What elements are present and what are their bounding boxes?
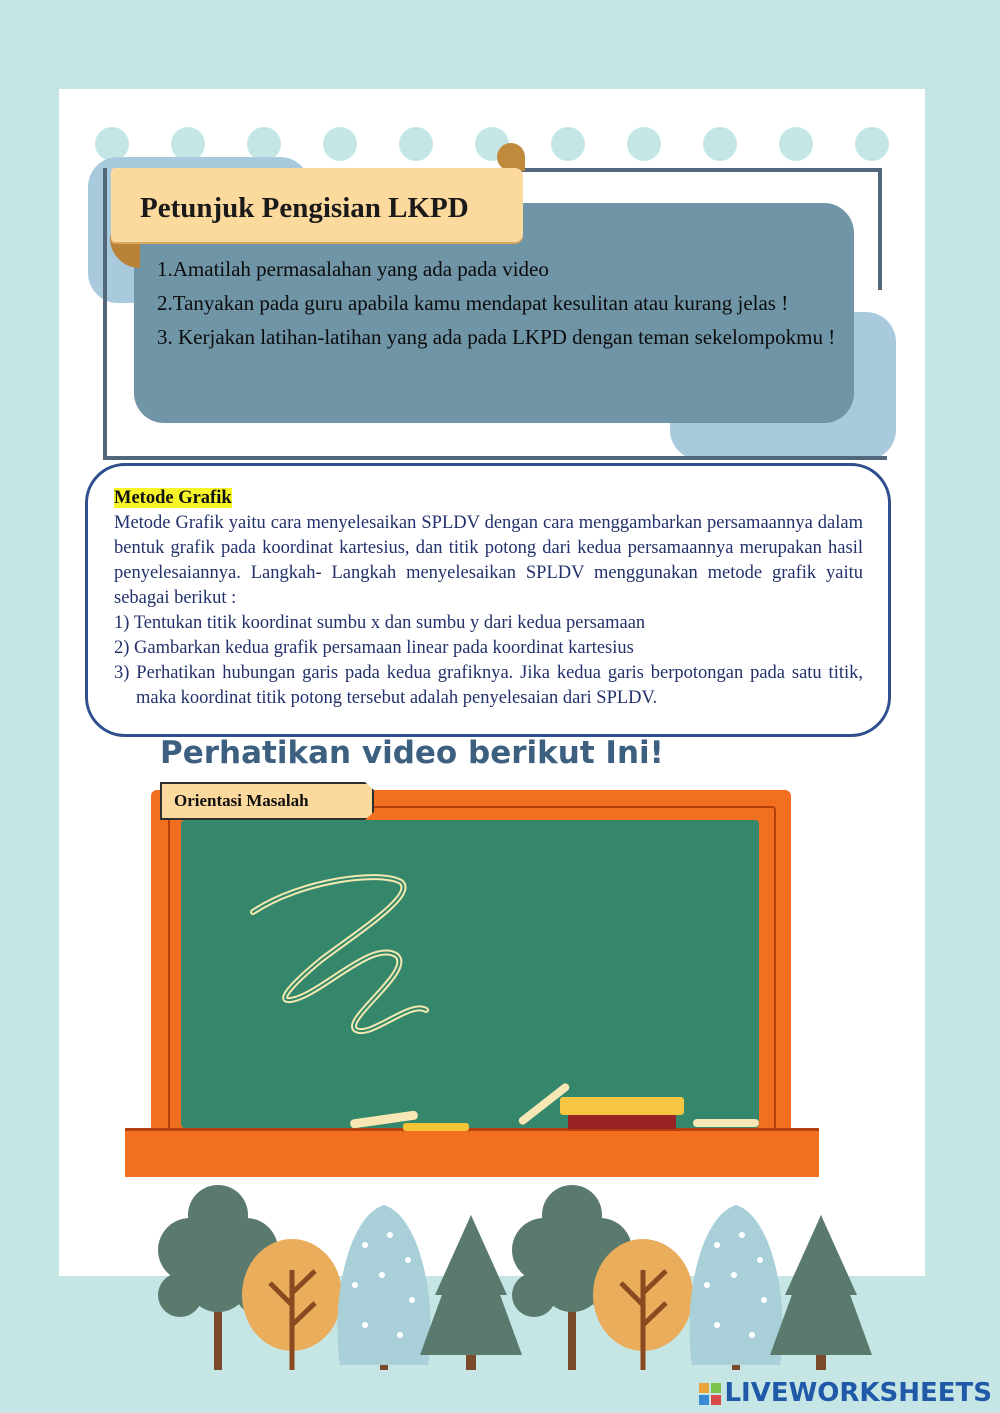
chalkboard-ledge [125, 1128, 819, 1177]
instruction-step: 1.Amatilah permasalahan yang ada pada video [157, 257, 549, 281]
tree-icon [242, 1239, 342, 1370]
video-heading: Perhatikan video berikut Ini! [160, 735, 664, 771]
chalk-icon [403, 1123, 469, 1131]
chalk-icon [693, 1119, 759, 1127]
orientation-tag-label: Orientasi Masalah [174, 791, 309, 810]
method-step: 1) Tentukan titik koordinat sumbu x dan sumbu y dari kedua persamaan [114, 613, 646, 633]
instruction-step: 2.Tanyakan pada guru apabila kamu mendapat kesulitan atau kurang jelas ! [157, 291, 789, 315]
tree-icon [689, 1205, 782, 1370]
dot-decoration [779, 127, 813, 161]
instruction-step: 3. Kerjakan latihan-latihan yang ada pada LKPD dengan teman sekelompokmu ! [157, 325, 836, 349]
liveworksheets-logo-icon [699, 1383, 721, 1405]
instructions-frame-right [878, 168, 882, 290]
dot-decoration [703, 127, 737, 161]
tree-icon [593, 1239, 693, 1370]
tree-icon [420, 1215, 522, 1370]
method-content [114, 486, 863, 711]
dot-decoration [627, 127, 661, 161]
chalk-scribble-icon [181, 820, 759, 1128]
eraser-base [568, 1115, 676, 1129]
liveworksheets-brand[interactable]: LIVEWORKSHEETS [724, 1378, 992, 1408]
dot-decoration [247, 127, 281, 161]
dot-decoration [323, 127, 357, 161]
dot-decoration [171, 127, 205, 161]
tree-icon [337, 1205, 430, 1370]
method-step: 2) Gambarkan kedua grafik persamaan linear pada koordinat kartesius [114, 638, 634, 658]
instructions-title: Petunjuk Pengisian LKPD [140, 192, 469, 224]
dot-decoration [95, 127, 129, 161]
dot-decoration [399, 127, 433, 161]
dot-decoration [551, 127, 585, 161]
eraser-icon [560, 1097, 684, 1115]
method-steps [114, 611, 863, 711]
method-step: 3) Perhatikan hubungan garis pada kedua grafiknya. Jika kedua garis berpotongan pada satu titik, maka koordinat titik potong tersebut adalah penyelesaian dari SPLDV. [114, 663, 863, 708]
instructions-steps [157, 252, 849, 354]
method-heading: Metode Grafik [114, 488, 232, 508]
trees-illustration [150, 1175, 890, 1375]
tree-icon [770, 1215, 872, 1370]
dot-decoration [855, 127, 889, 161]
banner-curl [497, 143, 525, 171]
method-paragraph: Metode Grafik yaitu cara menyelesaikan SPLDV dengan cara menggambarkan persamaannya dalam bentuk grafik pada koordinat kartesius, dan titik potong dari kedua persamaannya merupakan hasil penyelesaiannya. Langkah- Langkah menyelesaikan SPLDV menggunakan metode grafik yaitu sebagai berikut : [114, 513, 863, 608]
video-chalkboard[interactable] [181, 820, 759, 1128]
instructions-frame-top [520, 168, 880, 172]
